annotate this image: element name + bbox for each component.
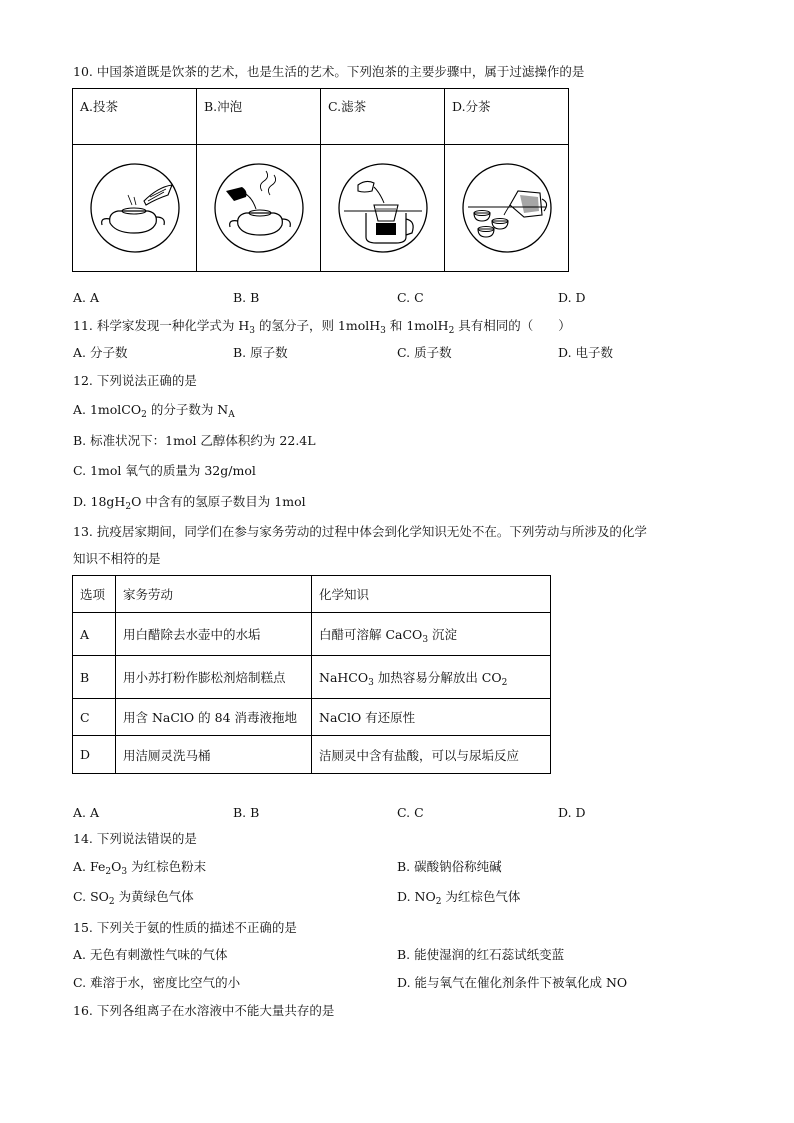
q10-image-c: [321, 145, 445, 272]
table-row: [73, 736, 551, 774]
q10-header-b: B.冲泡: [197, 89, 321, 145]
q12-option-b[interactable]: B. 标准状况下：1mol 乙醇体积约为 22.4L: [73, 433, 316, 448]
q12-option-a[interactable]: A. 1molCO$_2$ 的分子数为 $N_A$: [73, 402, 235, 420]
q14-option-a[interactable]: A. $Fe_2O_3$ 为红棕色粉末: [73, 859, 207, 877]
q11-option-d[interactable]: D. 电子数: [558, 345, 614, 360]
q14-option-b[interactable]: B. 碳酸钠俗称纯碱: [397, 859, 502, 874]
q13-row-c-knowledge: NaClO 有还原性: [312, 699, 551, 736]
q13-option-a[interactable]: A. A: [73, 805, 100, 820]
q15-option-b[interactable]: B. 能使湿润的红石蕊试纸变蓝: [397, 947, 565, 962]
q13-option-d[interactable]: D. D: [558, 805, 586, 820]
q10-option-c[interactable]: C. C: [397, 290, 424, 305]
table-row: [73, 613, 551, 656]
q13-row-d-knowledge: 洁厕灵中含有盐酸，可以与尿垢反应: [312, 736, 551, 774]
q10-option-a[interactable]: A. A: [73, 290, 100, 305]
table-row: [73, 656, 551, 699]
q14-option-d[interactable]: D. $NO_2$ 为红棕色气体: [397, 889, 521, 907]
q14-option-c[interactable]: C. $SO_2$ 为黄绿色气体: [73, 889, 194, 907]
q11-stem: 11. 科学家发现一种化学式为 $H_3$ 的氢分子，则 1molH$_3$ 和 1molH$_2$ 具有相同的（ ）: [73, 318, 571, 336]
q13-header-option: 选项: [73, 576, 116, 613]
q12-option-c[interactable]: C. 1mol 氧气的质量为 32g/mol: [73, 463, 256, 478]
q15-stem: 15. 下列关于氨的性质的描述不正确的是: [73, 920, 297, 935]
q15-option-a[interactable]: A. 无色有刺激性气味的气体: [73, 947, 228, 962]
q13-row-b-task: 用小苏打粉作膨松剂焙制糕点: [116, 656, 312, 699]
q13-stem-line1: 13. 抗疫居家期间，同学们在参与家务劳动的过程中体会到化学知识无处不在。下列劳动与所涉及的化学: [73, 524, 647, 539]
q16-stem: 16. 下列各组离子在水溶液中不能大量共存的是: [73, 1003, 335, 1018]
q15-option-d[interactable]: D. 能与氧气在催化剂条件下被氧化成 NO: [397, 975, 628, 990]
q13-row-c-option: C: [73, 699, 116, 736]
q13-row-a-knowledge: 白醋可溶解 CaCO$_3$ 沉淀: [312, 613, 551, 656]
table-row: [73, 699, 551, 736]
tea-leaf-teapot-icon: [88, 161, 182, 255]
q10-header-c: C.滤茶: [321, 89, 445, 145]
q13-stem-line2: 知识不相符的是: [73, 551, 161, 566]
q13-header-knowledge: 化学知识: [312, 576, 551, 613]
q10-header-d: D.分茶: [445, 89, 569, 145]
q13-option-b[interactable]: B. B: [233, 805, 260, 820]
q13-header-task: 家务劳动: [116, 576, 312, 613]
q13-option-c[interactable]: C. C: [397, 805, 424, 820]
q15-option-c[interactable]: C. 难溶于水，密度比空气的小: [73, 975, 241, 990]
q12-stem: 12. 下列说法正确的是: [73, 373, 197, 388]
q13-table: [72, 575, 551, 774]
q10-image-a: [73, 145, 197, 272]
filter-tea-icon: [336, 161, 430, 255]
q11-option-c[interactable]: C. 质子数: [397, 345, 452, 360]
q13-row-b-knowledge: NaHCO$_3$ 加热容易分解放出 $CO_2$: [312, 656, 551, 699]
q10-option-b[interactable]: B. B: [233, 290, 260, 305]
q10-image-b: [197, 145, 321, 272]
pouring-water-teapot-icon: [212, 161, 306, 255]
q12-option-d[interactable]: D. $18gH_2O$ 中含有的氢原子数目为 1mol: [73, 494, 306, 512]
q11-option-b[interactable]: B. 原子数: [233, 345, 288, 360]
q13-row-a-option: A: [73, 613, 116, 656]
q11-option-a[interactable]: A. 分子数: [73, 345, 128, 360]
q13-row-c-task: 用含 NaClO 的 84 消毒液拖地: [116, 699, 312, 736]
q13-row-d-task: 用洁厕灵洗马桶: [116, 736, 312, 774]
q10-option-d[interactable]: D. D: [558, 290, 586, 305]
serving-tea-cups-icon: [460, 161, 554, 255]
q13-row-d-option: D: [73, 736, 116, 774]
q13-row-b-option: B: [73, 656, 116, 699]
q10-table: [72, 88, 569, 272]
q13-row-a-task: 用白醋除去水壶中的水垢: [116, 613, 312, 656]
q10-header-a: A.投茶: [73, 89, 197, 145]
q10-image-d: [445, 145, 569, 272]
q10-stem: 10. 中国茶道既是饮茶的艺术，也是生活的艺术。下列泡茶的主要步骤中，属于过滤操作的是: [73, 64, 585, 79]
q14-stem: 14. 下列说法错误的是: [73, 831, 197, 846]
